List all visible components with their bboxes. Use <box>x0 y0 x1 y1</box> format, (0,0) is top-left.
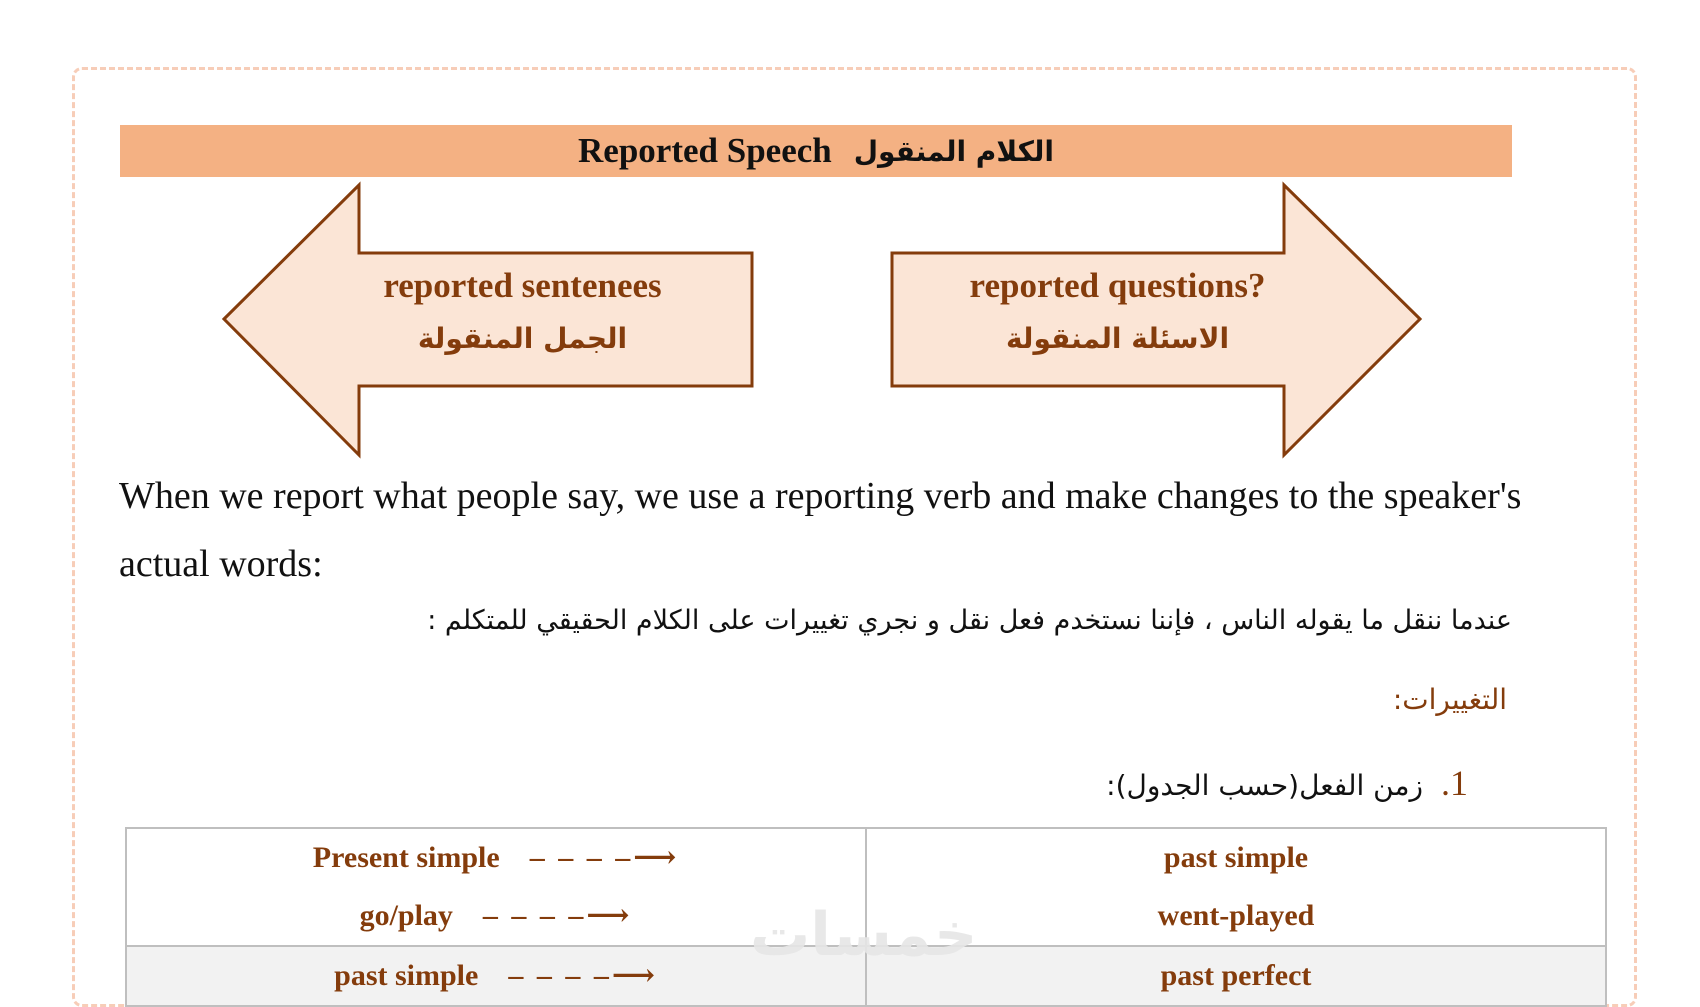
list-item-1 <box>1106 762 1468 804</box>
tense-to: past simple <box>1163 841 1309 874</box>
verb-to: went-played <box>1157 899 1315 932</box>
title-english: Reported Speech <box>578 131 832 170</box>
english-paragraph: When we report what people say, we use a reporting verb and make changes to the speaker's actual words: <box>119 475 1522 585</box>
changes-heading: التغييرات: <box>1392 683 1507 716</box>
left-arrow-label <box>350 266 695 355</box>
arabic-paragraph: عندما ننقل ما يقوله الناس ، فإننا نستخدم فعل نقل و نجري تغييرات على الكلام الحقيقي للمتكلم : <box>427 605 1512 636</box>
list-item-text: زمن الفعل(حسب الجدول): <box>1106 769 1423 802</box>
left-arrow-english: reported sentenees <box>383 266 662 305</box>
tense-to: past perfect <box>1160 959 1312 992</box>
right-arrow-label <box>935 266 1300 355</box>
verb-from: go/play <box>359 899 453 932</box>
tense-from: Present simple <box>312 841 500 874</box>
tense-from: past simple <box>334 959 479 992</box>
arrow-icon: – – – –⟶ <box>529 841 680 874</box>
arrow-icon: – – – –⟶ <box>508 959 658 992</box>
arrow-icon: – – – –⟶ <box>482 899 633 932</box>
watermark: خمسات <box>750 900 978 970</box>
right-arrow-arabic: الاسئلة المنقولة <box>1005 322 1230 355</box>
list-item-number: 1. <box>1441 763 1468 803</box>
left-arrow-arabic: الجمل المنقولة <box>417 322 628 355</box>
right-arrow-english: reported questions? <box>969 266 1266 305</box>
title-arabic: الكلام المنقول <box>853 134 1054 168</box>
